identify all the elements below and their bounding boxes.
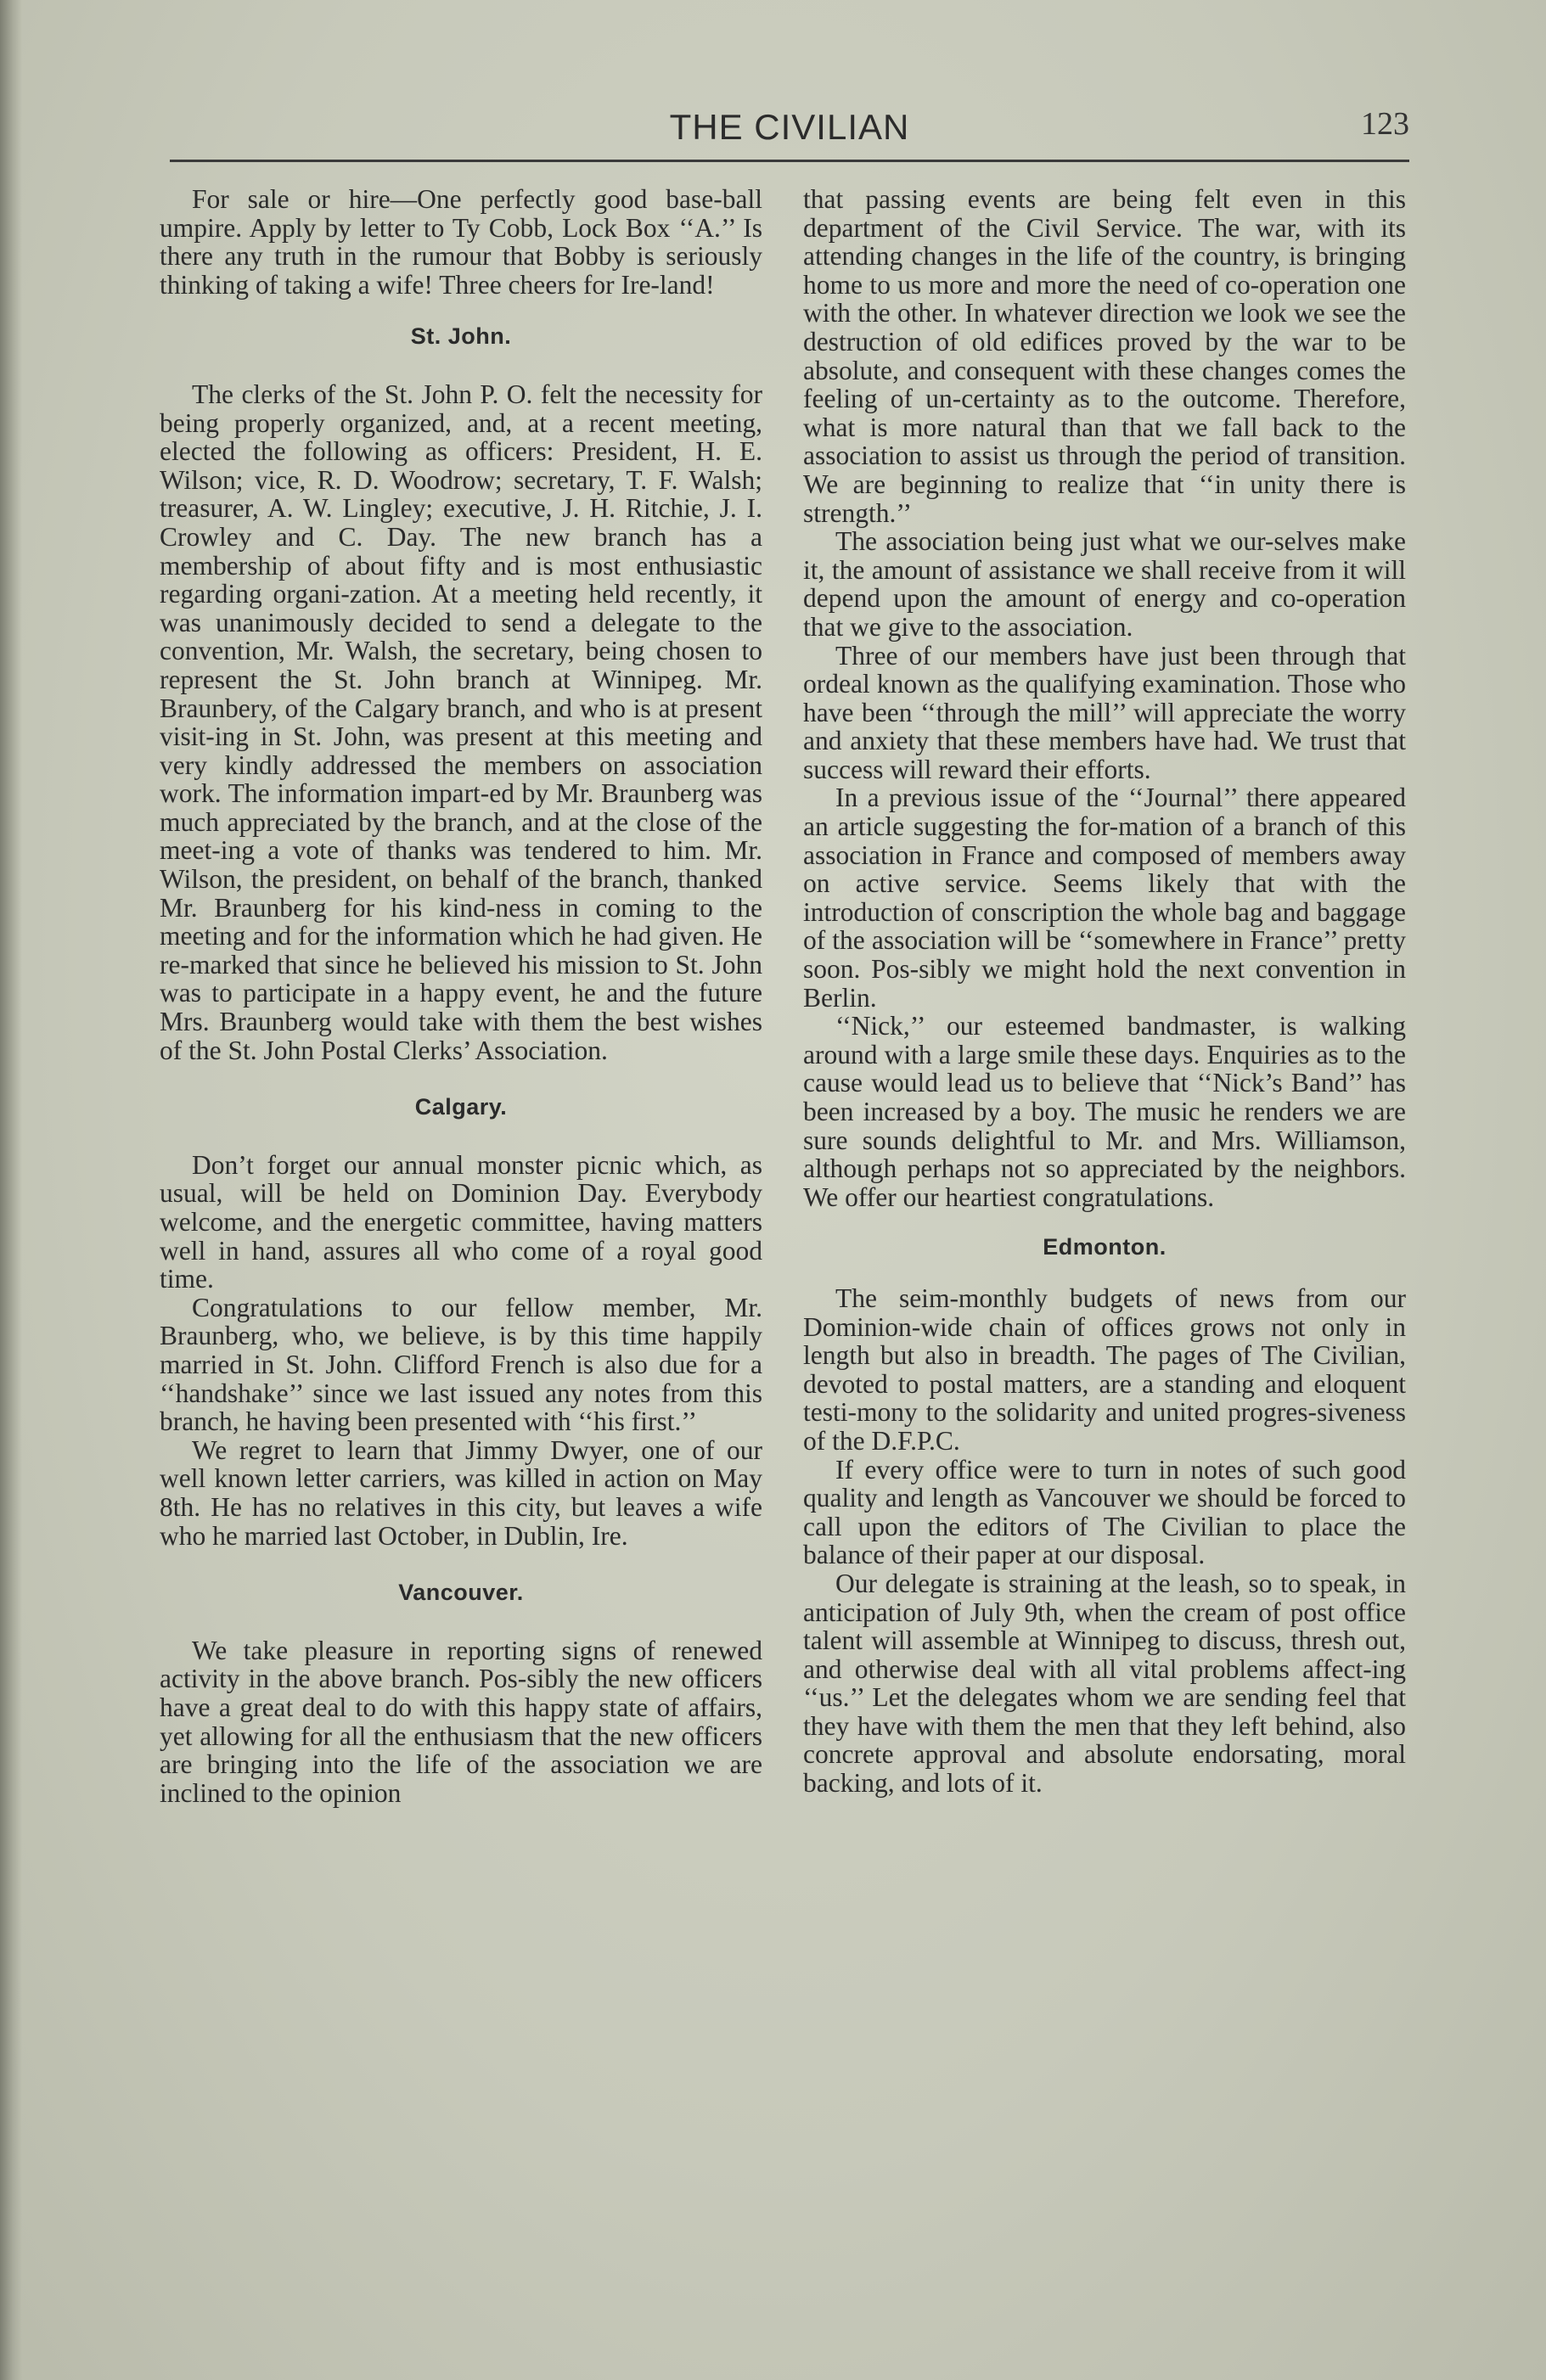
intro-paragraph: For sale or hire—One perfectly good base-ball umpire. Apply by letter to Ty Cobb, Lock Box ‘‘A.’’ Is there any truth in the rumour that Bobby is seriously thinking of taking a wife! Three cheers for Ire-land!: [160, 184, 762, 300]
running-title: THE CIVILIAN: [669, 107, 910, 147]
edmonton-paragraph-3: Our delegate is straining at the leash, so to speak, in anticipation of July 9th, when the cream of post office talent will assemble at Winnipeg to discuss, thresh out, and otherwise deal with all vital problems affect-ing ‘‘us.’’ Let the delegates whom we are sending feel that they have with them the men that they left behind, also concrete approval and absolute endorsating, moral backing, and lots of it.: [803, 1568, 1406, 1799]
section-heading-edmonton: Edmonton.: [1043, 1234, 1167, 1260]
edmonton-paragraph-1: The seim-monthly budgets of news from our Dominion-wide chain of offices grows not only in length but also in breadth. The pages of The Civilian, devoted to postal matters, are a standing and eloquent testi-mony to the solidarity and united progres-siveness of the D.F.P.C.: [803, 1283, 1406, 1456]
page-header: [170, 100, 1409, 168]
page-number: 123: [1361, 106, 1409, 142]
vancouver-paragraph: We take pleasure in reporting signs of renewed activity in the above branch. Pos-sibly the new officers have a great deal to do with this happy state of affairs, yet allowing for all the enthusiasm that the new officers are bringing into the life of the association we are inclined to the opinion: [160, 1635, 762, 1808]
binding-shadow: [0, 0, 22, 2380]
vancouver-continued-paragraph: that passing events are being felt even in this department of the Civil Service. The war, with its attending changes in the life of the country, is bringing home to us more and more the need of co-operation one with the other. In whatever direction we look we see the destruction of old edifices proved by the war to be absolute, and consequent with these changes comes the feeling of un-certainty as to the outcome. Therefore, what is more natural than that we fall back to the association to assist us through the period of transition. We are beginning to realize that ‘‘in unity there is strength.’’: [803, 184, 1406, 528]
bandmaster-paragraph: ‘‘Nick,’’ our esteemed bandmaster, is walking around with a large smile these days. Enquiries as to the cause would lead us to believe that ‘‘Nick’s Band’’ has been increased by a boy. The music he renders we are sure sounds delightful to Mr. and Mrs. Williamson, although perhaps not so appreciated by the neighbors. We offer our heartiest congratulations.: [803, 1011, 1406, 1212]
section-heading-st-john: St. John.: [410, 323, 512, 350]
journal-paragraph: In a previous issue of the ‘‘Journal’’ there appeared an article suggesting the for-mation of a branch of this association in France and composed of members away on active service. Seems likely that with the introduction of conscription the whole bag and baggage of the association will be ‘‘somewhere in France’’ pretty soon. Pos-sibly we might hold the next convention in Berlin.: [803, 783, 1406, 1013]
examination-paragraph: Three of our members have just been through that ordeal known as the qualifying examination. Those who have been ‘‘through the mill’’ will appreciate the worry and anxiety that these members have had. We trust that success will reward their efforts.: [803, 640, 1406, 784]
header-rule: [170, 160, 1409, 162]
left-column: [160, 185, 762, 1807]
calgary-paragraph-1: Don’t forget our annual monster picnic which, as usual, will be held on Dominion Day. Everybody welcome, and the energetic committee, having matters well in hand, assures all who come of a royal good time.: [160, 1149, 762, 1294]
calgary-paragraph-2: Congratulations to our fellow member, Mr. Braunberg, who, we believe, is by this time happily married in St. John. Clifford French is also due for a ‘‘handshake’’ since we last issued any notes from this branch, he having been presented with ‘‘his first.’’: [160, 1292, 762, 1437]
section-heading-calgary: Calgary.: [414, 1094, 508, 1120]
association-paragraph: The association being just what we our-selves make it, the amount of assistance we shall receive from it will depend upon the amount of energy and co-operation that we give to the association.: [803, 526, 1406, 642]
edmonton-paragraph-2: If every office were to turn in notes of such good quality and length as Vancouver we should be forced to call upon the editors of The Civilian to place the balance of their paper at our disposal.: [803, 1454, 1406, 1570]
calgary-paragraph-3: We regret to learn that Jimmy Dwyer, one of our well known letter carriers, was killed in action on May 8th. He has no relatives in this city, but leaves a wife who he married last October, in Dublin, Ire.: [160, 1434, 762, 1551]
section-heading-vancouver: Vancouver.: [398, 1580, 524, 1606]
st-john-paragraph: The clerks of the St. John P. O. felt the necessity for being properly organized, and, at a recent meeting, elected the following as officers: President, H. E. Wilson; vice, R. D. Woodrow; secretary, T. F. Walsh; treasurer, A. W. Lingley; executive, J. H. Ritchie, J. I. Crowley and C. Day. The new branch has a membership of about fifty and is most enthusiastic regarding organi-zation. At a meeting held recently, it was unanimously decided to send a delegate to the convention, Mr. Walsh, the secretary, being chosen to represent the St. John branch at Winnipeg. Mr. Braunbery, of the Calgary branch, and who is at present visit-ing in St. John, was present at this meeting and very kindly addressed the members on association work. The information impart-ed by Mr. Braunberg was much appreciated by the branch, and at the close of the meet-ing a vote of thanks was tendered to him. Mr. Wilson, the president, on behalf of the branch, thanked Mr. Braunberg for his kind-ness in coming to the meeting and for the information which he had given. He re-marked that since he believed his mission to St. John was to participate in a happy event, he and the future Mrs. Braunberg would take with them the best wishes of the St. John Postal Clerks’ Association.: [160, 379, 762, 1065]
right-column: [803, 185, 1406, 1798]
